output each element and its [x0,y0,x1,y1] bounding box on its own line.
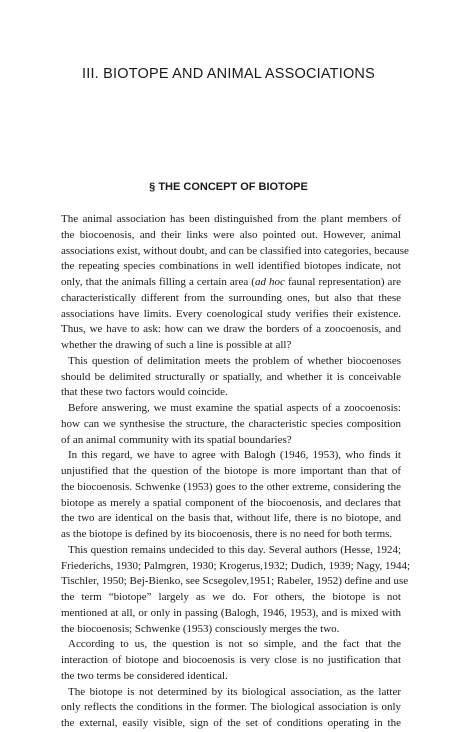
text-line: mentioned at all, or only in passing (Balogh, 1946, 1953), and is mixed with [61,606,401,619]
text-line: This question remains undecided to this day. Several authors (Hesse, 1924; [68,543,401,556]
text-line: the external, easily visible, sign of the set of conditions operating in the [61,717,401,729]
text-line: associations exist, without doubt, and can be classified into categories, because [61,244,409,257]
text-line: Thus, we have to ask: how can we draw the borders of a zoocoenosis, and [61,323,401,336]
text-line: the biocoenosis; Schwenke (1953) consciously merges the two. [61,622,340,635]
text-line: associations have limits. Every coenological study verifies their existence. [61,307,401,320]
body-text [61,212,411,732]
chapter-title: III. BIOTOPE AND ANIMAL ASSOCIATIONS [82,66,375,82]
text-line: how can we synthesise the structure, the characteristic species composition [61,417,401,430]
text-line: as the biotope is defined by its biocoenosis, there is no need for both terms. [61,528,393,540]
text-line: that these two factors would coincide. [61,386,228,399]
text-line: of an animal community with its spatial boundaries? [61,433,292,446]
text-line: the two terms be considered identical. [61,669,228,682]
text-line: biotope as merely a spatial component of the biocoenosis, and declares that [61,496,401,509]
text-line: the two are identical on the basis that, without life, there is no biotope, and [61,512,401,525]
text-line: the repeating species combinations in well identified biotopes indicate, not [61,260,401,273]
text-line: The biotope is not determined by its biological association, as the latter [68,685,401,698]
text-line: This question of delimitation meets the problem of whether biocoenoses [68,354,401,367]
text-line: only reflects the conditions in the former. The biological association is only [61,701,401,714]
text-line: characteristically different from the surrounding ones, but also that these [61,291,401,304]
text-line: the biocoenosis, and their links were also pointed out. However, animal [61,228,401,241]
text-line: whether the drawing of such a line is possible at all? [61,339,292,351]
text-line: interaction of biotope and biocoenosis is very close is no justification that [61,654,401,666]
text-line: The animal association has been distinguished from the plant members of [61,213,401,225]
text-line: unjustified that the question of the biotope is more important than that of [61,465,401,477]
text-line: the term “biotope” largely as we do. For others, the biotope is not [61,591,401,603]
text-line: Before answering, we must examine the spatial aspects of a zoocoenosis: [68,402,401,414]
text-line: the biocoenosis. Schwenke (1953) goes to the other extreme, considering the [61,480,401,493]
text-line: Tischler, 1950; Bej-Bienko, see Scsegolev,1951; Rabeler, 1952) define and use [61,575,409,588]
text-line: According to us, the question is not so simple, and the fact that the [68,638,401,651]
text-line: Friederichs, 1930; Palmgren, 1930; Krogerus,1932; Dudich, 1939; Nagy, 1944; [61,559,411,572]
text-line: In this regard, we have to agree with Balogh (1946, 1953), who finds it [68,449,401,462]
section-title: § THE CONCEPT OF BIOTOPE [149,181,308,193]
text-line: should be delimited structurally or spatially, and whether it is conceivable [61,370,401,383]
text-line: only, that the animals filling a certain area (ad hoc faunal representation) are [61,276,401,288]
